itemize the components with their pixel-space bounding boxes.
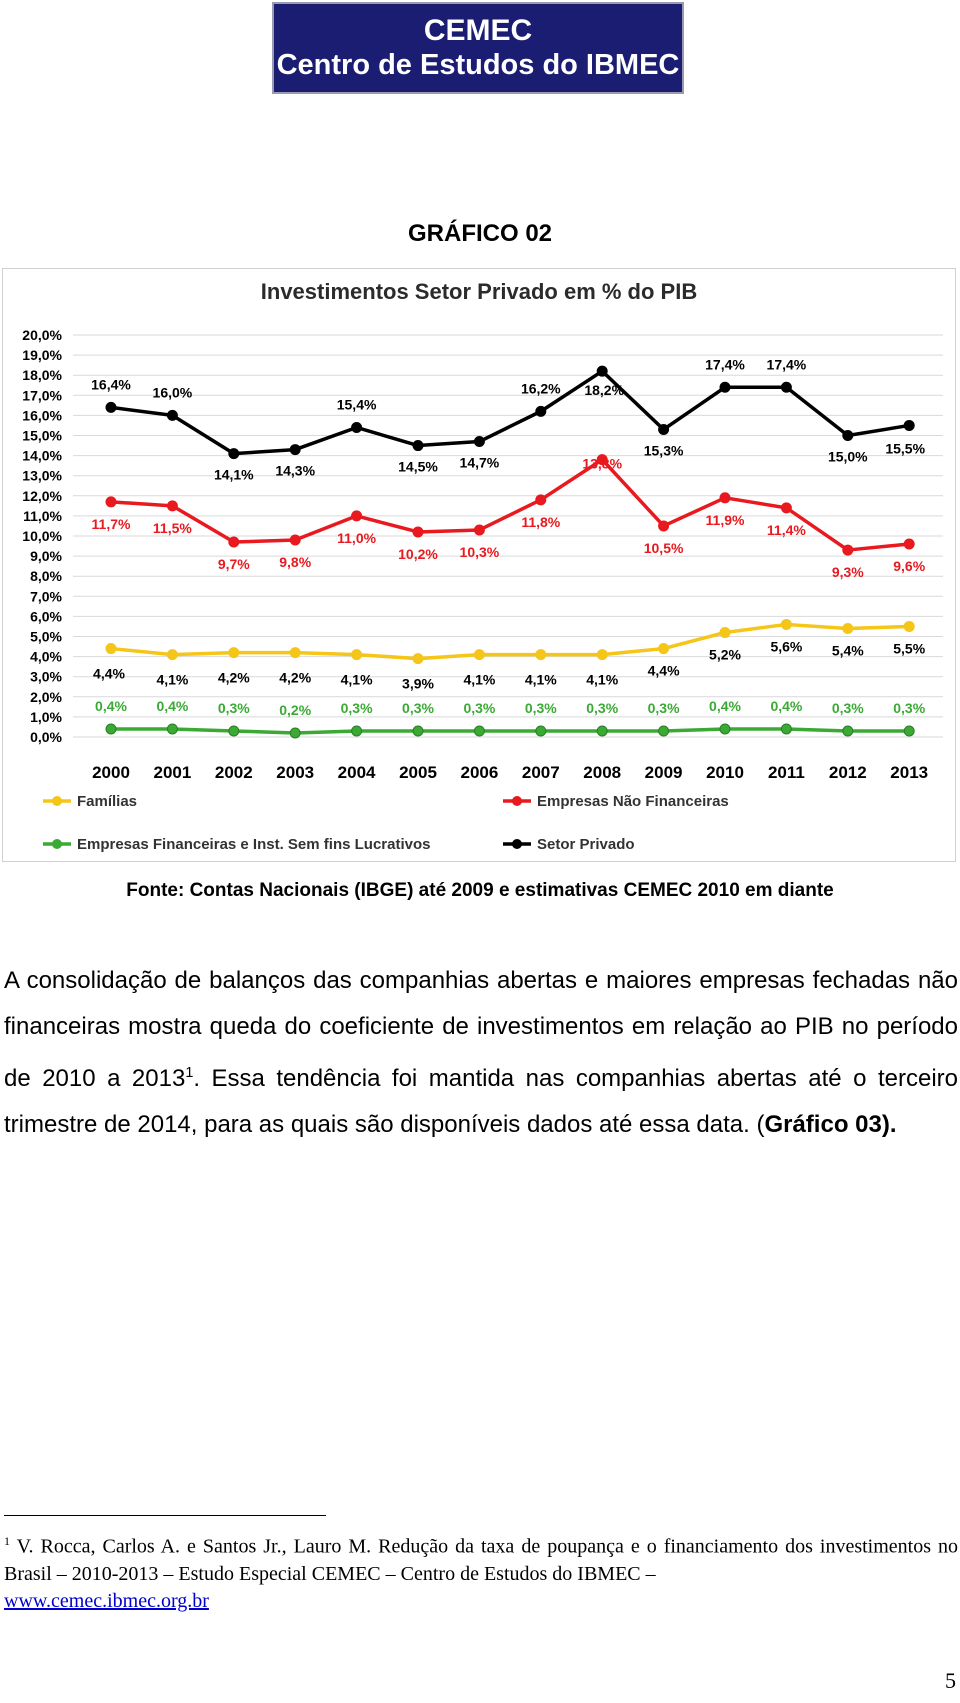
body-paragraph [4, 958, 958, 1148]
data-label: 15,4% [336, 396, 377, 413]
y-tick-label: 6,0% [30, 608, 62, 625]
y-tick-label: 9,0% [30, 548, 62, 565]
y-tick-label: 0,0% [30, 729, 62, 745]
paragraph-text-1: A consolidação de balanços das companhias abertas e maiores empresas fechadas não financeiras mostra queda do coeficiente de investimentos em relação ao PIB no período de 2010 a 2013 [4, 967, 958, 1092]
data-label: 11,0% [337, 529, 377, 546]
data-point [597, 650, 607, 660]
graph-ref: Gráfico 03). [764, 1111, 897, 1138]
data-point [229, 449, 239, 459]
y-tick-label: 1,0% [30, 708, 62, 725]
logo-line2: Centro de Estudos do IBMEC [276, 49, 680, 81]
data-point [167, 501, 177, 511]
data-point [290, 728, 300, 738]
data-label: 0,3% [893, 699, 926, 716]
data-point [904, 539, 914, 549]
data-point [474, 437, 484, 447]
data-point [106, 497, 116, 507]
data-label: 15,0% [827, 448, 868, 465]
logo-line1: CEMEC [423, 14, 533, 47]
data-label: 14,1% [213, 466, 254, 483]
data-point [781, 619, 791, 629]
data-point [597, 726, 607, 736]
data-point [352, 726, 362, 736]
x-tick-label: 2011 [767, 763, 805, 782]
cemec-logo [272, 2, 684, 94]
legend-label: Setor Privado [537, 836, 635, 853]
data-label: 0,2% [279, 701, 312, 718]
data-point [474, 650, 484, 660]
data-label: 0,4% [156, 697, 189, 714]
legend-swatch-marker [52, 839, 62, 849]
data-point [659, 521, 669, 531]
footnote-marker: 1 [4, 1534, 10, 1548]
data-point [167, 650, 177, 660]
data-label: 9,8% [279, 554, 312, 571]
data-point [659, 424, 669, 434]
data-label: 5,2% [709, 646, 741, 663]
data-label: 4,2% [217, 669, 250, 686]
x-tick-label: 2013 [890, 763, 929, 782]
y-tick-label: 10,0% [22, 528, 62, 544]
data-label: 11,4% [766, 521, 806, 538]
data-point [229, 648, 239, 658]
chart-source: Fonte: Contas Nacionais (IBGE) até 2009 e estimativas CEMEC 2010 em diante [126, 880, 834, 901]
x-tick-label: 2010 [706, 763, 744, 782]
data-point [843, 623, 853, 633]
data-point [536, 726, 546, 736]
data-label: 15,3% [643, 442, 684, 459]
data-label: 18,2% [584, 382, 625, 399]
data-point [659, 726, 669, 736]
y-tick-label: 5,0% [30, 628, 62, 645]
data-label: 0,3% [524, 699, 557, 716]
y-tick-label: 14,0% [22, 447, 62, 464]
data-label: 11,5% [152, 519, 192, 536]
data-label: 0,4% [95, 697, 127, 714]
data-label: 17,4% [705, 356, 745, 373]
data-label: 0,4% [770, 697, 803, 714]
data-label: 16,4% [91, 376, 131, 393]
data-point [904, 726, 914, 736]
data-point [597, 366, 607, 376]
data-label: 15,5% [885, 440, 926, 457]
data-label: 4,4% [93, 665, 125, 682]
data-label: 14,7% [459, 454, 500, 471]
footnote-ref[interactable]: 1 [185, 1065, 194, 1081]
data-point [352, 650, 362, 660]
y-tick-label: 18,0% [22, 367, 62, 384]
data-point [413, 726, 423, 736]
data-label: 0,3% [463, 699, 496, 716]
data-label: 4,1% [340, 671, 373, 688]
footnote [4, 1528, 958, 1615]
data-label: 0,3% [586, 699, 619, 716]
x-tick-label: 2007 [521, 763, 560, 782]
data-label: 10,5% [643, 539, 684, 556]
data-point [659, 644, 669, 654]
data-point [720, 493, 730, 503]
y-tick-label: 3,0% [30, 668, 62, 685]
data-label: 5,6% [770, 638, 803, 655]
data-label: 4,2% [279, 669, 312, 686]
legend-label: Famílias [77, 793, 138, 810]
chart-title: Investimentos Setor Privado em % do PIB [260, 279, 698, 304]
data-label: 5,5% [893, 640, 926, 657]
data-point [413, 527, 423, 537]
x-tick-label: 2008 [583, 763, 622, 782]
data-point [781, 724, 791, 734]
data-point [843, 431, 853, 441]
y-tick-label: 12,0% [22, 487, 62, 504]
y-tick-label: 11,0% [23, 507, 62, 524]
legend-swatch-marker [52, 796, 62, 806]
data-point [536, 650, 546, 660]
data-label: 9,7% [217, 556, 250, 573]
data-label: 10,3% [459, 543, 500, 560]
x-tick-label: 2003 [276, 763, 315, 782]
data-label: 11,7% [91, 515, 131, 532]
data-label: 0,3% [647, 699, 680, 716]
data-label: 0,3% [217, 699, 250, 716]
data-label: 16,2% [520, 380, 561, 397]
data-label: 13,8% [582, 455, 623, 472]
x-tick-label: 2004 [337, 763, 376, 782]
data-point [413, 441, 423, 451]
y-tick-label: 20,0% [22, 327, 62, 343]
data-label: 4,1% [463, 671, 496, 688]
x-tick-label: 2012 [828, 763, 867, 782]
data-label: 11,8% [521, 513, 561, 530]
footnote-text: V. Rocca, Carlos A. e Santos Jr., Lauro M. Redução da taxa de poupança e o financiamento dos investimentos no Brasil – 2010-2013 – Estudo Especial CEMEC – Centro de Estudos do IBMEC – [4, 1535, 958, 1585]
data-point [167, 724, 177, 734]
y-tick-label: 15,0% [22, 427, 62, 444]
legend-swatch-marker [512, 796, 522, 806]
data-label: 10,2% [398, 545, 438, 562]
y-tick-label: 4,0% [30, 648, 62, 665]
data-point [843, 545, 853, 555]
data-label: 9,3% [831, 564, 864, 581]
data-point [904, 621, 914, 631]
data-point [781, 382, 791, 392]
data-point [536, 495, 546, 505]
footnote-link[interactable]: www.cemec.ibmec.org.br [4, 1589, 209, 1612]
data-point [474, 525, 484, 535]
data-label: 17,4% [766, 356, 807, 373]
graph-label: GRÁFICO 02 [407, 220, 553, 247]
line-chart [3, 269, 955, 861]
data-label: 5,4% [831, 642, 864, 659]
data-point [352, 511, 362, 521]
data-point [781, 503, 791, 513]
data-point [352, 422, 362, 432]
data-label: 0,3% [402, 699, 434, 716]
x-tick-label: 2006 [460, 763, 499, 782]
legend-label: Empresas Não Financeiras [537, 793, 729, 810]
data-label: 0,3% [831, 699, 864, 716]
data-point [290, 445, 300, 455]
page-number: 5 [945, 1668, 956, 1693]
data-label: 4,1% [156, 671, 189, 688]
legend-label: Empresas Financeiras e Inst. Sem fins Lucrativos [77, 836, 431, 853]
data-point [167, 410, 177, 420]
data-point [904, 420, 914, 430]
data-point [536, 406, 546, 416]
data-label: 3,9% [402, 675, 434, 692]
y-tick-label: 13,0% [22, 467, 62, 484]
data-point [720, 627, 730, 637]
data-point [106, 402, 116, 412]
data-label: 14,3% [275, 462, 316, 479]
data-point [229, 726, 239, 736]
data-point [106, 724, 116, 734]
x-tick-label: 2005 [399, 763, 437, 782]
data-point [290, 535, 300, 545]
paragraph-text-2: . Essa tendência foi mantida nas companhias abertas até o terceiro trimestre de 2014, para as quais são disponíveis dados até essa data. ( [4, 1065, 958, 1138]
x-tick-label: 2009 [644, 763, 683, 782]
data-label: 4,1% [586, 671, 619, 688]
data-label: 14,5% [398, 458, 438, 475]
data-point [106, 644, 116, 654]
chart-container [2, 268, 956, 862]
data-label: 11,9% [705, 511, 745, 528]
y-tick-label: 8,0% [30, 568, 62, 585]
legend-swatch-marker [512, 839, 522, 849]
data-point [720, 724, 730, 734]
data-label: 9,6% [893, 558, 926, 575]
x-tick-label: 2001 [153, 763, 192, 782]
y-tick-label: 19,0% [22, 347, 62, 364]
data-point [843, 726, 853, 736]
y-tick-label: 2,0% [30, 688, 62, 705]
x-tick-label: 2000 [92, 763, 130, 782]
data-label: 16,0% [152, 384, 193, 401]
data-point [474, 726, 484, 736]
x-tick-label: 2002 [214, 763, 253, 782]
footnote-separator [4, 1515, 326, 1516]
data-point [290, 648, 300, 658]
y-tick-label: 17,0% [22, 387, 62, 404]
data-label: 4,1% [524, 671, 557, 688]
y-tick-label: 16,0% [22, 407, 62, 424]
data-label: 0,3% [340, 699, 373, 716]
data-label: 0,4% [709, 697, 741, 714]
data-point [720, 382, 730, 392]
data-label: 4,4% [647, 662, 680, 679]
data-point [413, 654, 423, 664]
data-point [229, 537, 239, 547]
y-tick-label: 7,0% [30, 588, 62, 605]
